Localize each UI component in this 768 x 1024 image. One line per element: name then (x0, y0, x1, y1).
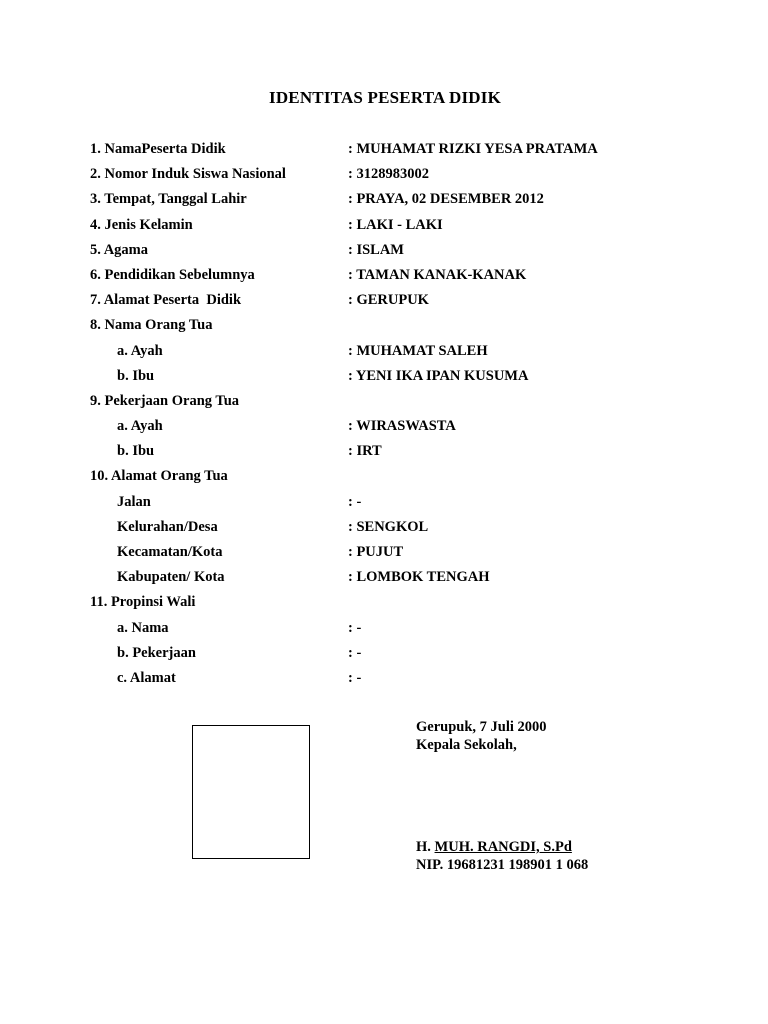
field-label: 3. Tempat, Tanggal Lahir (90, 191, 247, 208)
field-label: b. Pekerjaan (117, 644, 196, 661)
field-label: 8. Nama Orang Tua (90, 317, 213, 334)
field-value: : LOMBOK TENGAH (348, 569, 490, 586)
field-row (90, 668, 690, 693)
field-value: : GERUPUK (348, 292, 429, 309)
field-row (90, 290, 690, 315)
field-value: : SENGKOL (348, 518, 429, 535)
field-value: : WIRASWASTA (348, 418, 456, 435)
field-row (90, 315, 690, 340)
identity-field-list (90, 139, 690, 693)
field-value: : ISLAM (348, 241, 404, 258)
field-value: : - (348, 669, 362, 686)
field-value: : MUHAMAT RIZKI YESA PRATAMA (348, 141, 598, 157)
photo-placeholder (192, 725, 310, 859)
field-row (90, 215, 690, 240)
field-label: Kelurahan/Desa (117, 518, 218, 535)
field-label: 11. Propinsi Wali (90, 594, 196, 611)
field-value: : PUJUT (348, 544, 404, 560)
field-row (90, 189, 690, 214)
signature-place-date: Gerupuk, 7 Juli 2000 (416, 719, 547, 735)
field-row (90, 643, 690, 668)
field-label: a. Nama (117, 619, 169, 636)
page-title: IDENTITAS PESERTA DIDIK (269, 88, 501, 107)
field-value: : MUHAMAT SALEH (348, 342, 488, 359)
field-row (90, 240, 690, 265)
field-label: 5. Agama (90, 241, 148, 258)
field-label: Kabupaten/ Kota (117, 569, 225, 586)
field-row (90, 164, 690, 189)
field-label: 9. Pekerjaan Orang Tua (90, 392, 240, 409)
field-value: : LAKI - LAKI (348, 216, 443, 233)
field-value: : - (348, 644, 362, 661)
field-label: 1. NamaPeserta Didik (90, 141, 226, 157)
field-label: Kecamatan/Kota (117, 544, 223, 560)
signature-name-line (416, 838, 588, 856)
field-row (90, 618, 690, 643)
field-value: : PRAYA, 02 DESEMBER 2012 (348, 191, 544, 208)
field-label: 4. Jenis Kelamin (90, 216, 193, 233)
field-label: 6. Pendidikan Sebelumnya (90, 266, 255, 283)
field-row (90, 391, 690, 416)
field-value: : 3128983002 (348, 166, 429, 183)
field-label: 7. Alamat Peserta Didik (90, 292, 242, 309)
field-value: : - (348, 493, 362, 510)
field-label: Jalan (117, 493, 151, 510)
field-label: 10. Alamat Orang Tua (90, 468, 228, 485)
field-row (90, 517, 690, 542)
field-row (90, 466, 690, 491)
signature-space (416, 754, 588, 838)
signature-name-prefix: H. (416, 839, 435, 855)
field-row (90, 366, 690, 391)
signature-block (416, 718, 588, 874)
field-label: a. Ayah (117, 342, 163, 359)
field-row (90, 542, 690, 567)
field-row (90, 139, 690, 164)
field-value: : YENI IKA IPAN KUSUMA (348, 367, 529, 384)
field-label: b. Ibu (117, 443, 155, 460)
field-label: a. Ayah (117, 418, 163, 435)
field-row (90, 567, 690, 592)
field-label: c. Alamat (117, 669, 176, 686)
signature-name: MUH. RANGDI, S.Pd (434, 839, 572, 855)
field-label: 2. Nomor Induk Siswa Nasional (90, 166, 286, 183)
field-row (90, 341, 690, 366)
field-row (90, 416, 690, 441)
field-value: : IRT (348, 443, 382, 460)
field-value: : TAMAN KANAK-KANAK (348, 266, 527, 283)
field-row (90, 592, 690, 617)
field-row (90, 265, 690, 290)
field-value: : - (348, 619, 362, 636)
field-row (90, 492, 690, 517)
field-row (90, 441, 690, 466)
signature-nip: NIP. 19681231 198901 1 068 (416, 857, 589, 873)
field-label: b. Ibu (117, 367, 155, 384)
signature-role: Kepala Sekolah, (416, 737, 517, 753)
